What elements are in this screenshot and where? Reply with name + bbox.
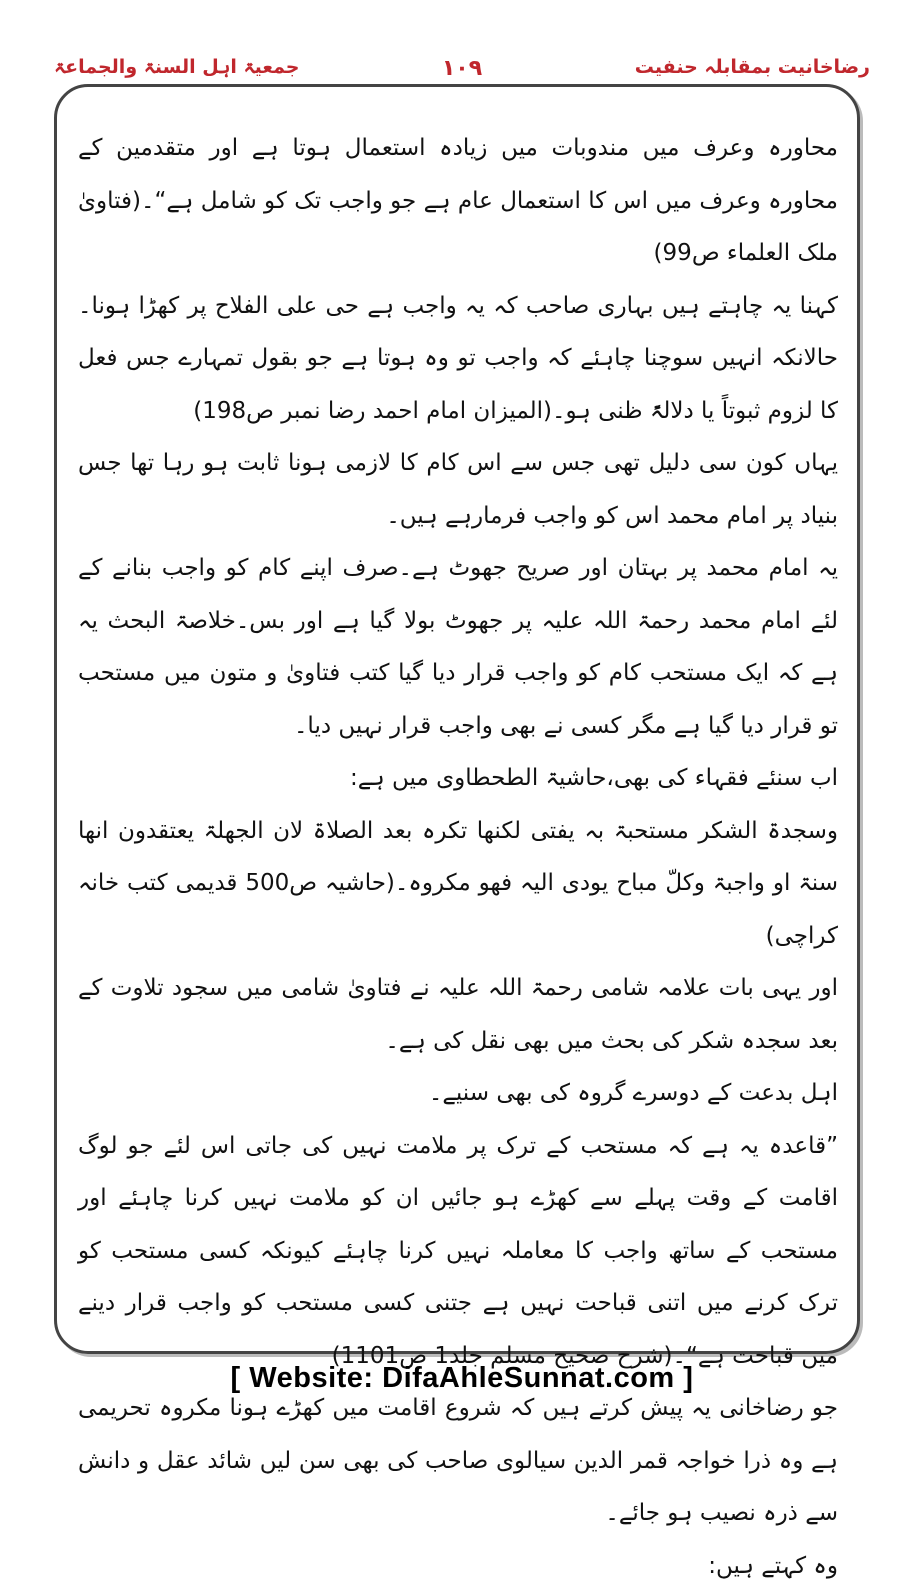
paragraph: کہنا یہ چاہتے ہیں بہاری صاحب کہ یہ واجب ہے حی علی الفلاح پر کھڑا ہونا۔حالانکہ انہیں سوچنا چاہئے کہ واجب تو وہ ہوتا ہے جو بقول تمہارے جس فعل کا لزوم ثبوتاً یا دلالۃً ظنی ہو۔(المیزان امام احمد رضا نمبر ص198) xyxy=(78,280,838,438)
book-title: رضاخانیت بمقابلہ حنفیت xyxy=(635,56,870,78)
paragraph: جو رضاخانی یہ پیش کرتے ہیں کہ شروع اقامت میں کھڑے ہونا مکروہ تحریمی ہے وہ ذرا خواجہ قمر الدین سیالوی صاحب کی بھی سن لیں شائد عقل و دانش سے ذرہ نصیب ہو جائے۔ xyxy=(78,1382,838,1540)
page-number: ۱۰۹ xyxy=(442,56,482,81)
website-footer: [ Website: DifaAhleSunnat.com ] xyxy=(0,1362,924,1395)
paragraph: اور یہی بات علامہ شامی رحمۃ اللہ علیہ نے فتاویٰ شامی میں سجود تلاوت کے بعد سجدہ شکر کی بحث میں بھی نقل کی ہے۔ xyxy=(78,962,838,1067)
quotation: ”قاعدہ یہ ہے کہ مستحب کے ترک پر ملامت نہیں کی جاتی اس لئے جو لوگ اقامت کے وقت پہلے سے کھڑے ہو جائیں ان کو ملامت نہیں کرنا چاہئے اور مستحب کے ساتھ واجب کا معاملہ نہیں کرنا چاہئے کیونکہ کسی مستحب کو ترک کرنے میں اتنی قباحت نہیں ہے جتنی کسی مستحب کو واجب قرار دینے میں قباحت ہے“۔(شرح صحیح مسلم جلد1 ص1101) xyxy=(78,1120,838,1383)
arabic-quote: وسجدۃ الشکر مستحبۃ بہ یفتی لکنھا تکرہ بعد الصلاۃ لان الجھلۃ یعتقدون انھا سنۃ او واجبۃ وکلّ مباح یودی الیہ فھو مکروہ۔(حاشیہ ص500 قدیمی کتب خانہ کراچی) xyxy=(78,805,838,963)
publisher-name: جمعیۃ اہل السنۃ والجماعۃ xyxy=(54,56,300,78)
paragraph: اب سنئے فقہاء کی بھی،حاشیۃ الطحطاوی میں ہے: xyxy=(78,752,838,805)
paragraph: محاورہ وعرف میں مندوبات میں زیادہ استعمال ہوتا ہے اور متقدمین کے محاورہ وعرف میں اس کا استعمال عام ہے جو واجب تک کو شامل ہے“۔(فتاویٰ ملک العلماء ص99) xyxy=(78,122,838,280)
paragraph: وہ کہتے ہیں: xyxy=(78,1540,838,1592)
page-body xyxy=(78,122,838,1332)
paragraph: اہل بدعت کے دوسرے گروہ کی بھی سنیے۔ xyxy=(78,1067,838,1120)
paragraph: یہ امام محمد پر بہتان اور صریح جھوٹ ہے۔صرف اپنے کام کو واجب بنانے کے لئے امام محمد رحمۃ اللہ علیہ پر جھوٹ بولا گیا ہے اور بس۔خلاصۃ البحث یہ ہے کہ ایک مستحب کام کو واجب قرار دیا گیا کتب فتاویٰ و متون میں مستحب تو قرار دیا گیا ہے مگر کسی نے بھی واجب قرار نہیں دیا۔ xyxy=(78,542,838,752)
paragraph: یہاں کون سی دلیل تھی جس سے اس کام کا لازمی ہونا ثابت ہو رہا تھا جس بنیاد پر امام محمد اس کو واجب فرمارہے ہیں۔ xyxy=(78,437,838,542)
